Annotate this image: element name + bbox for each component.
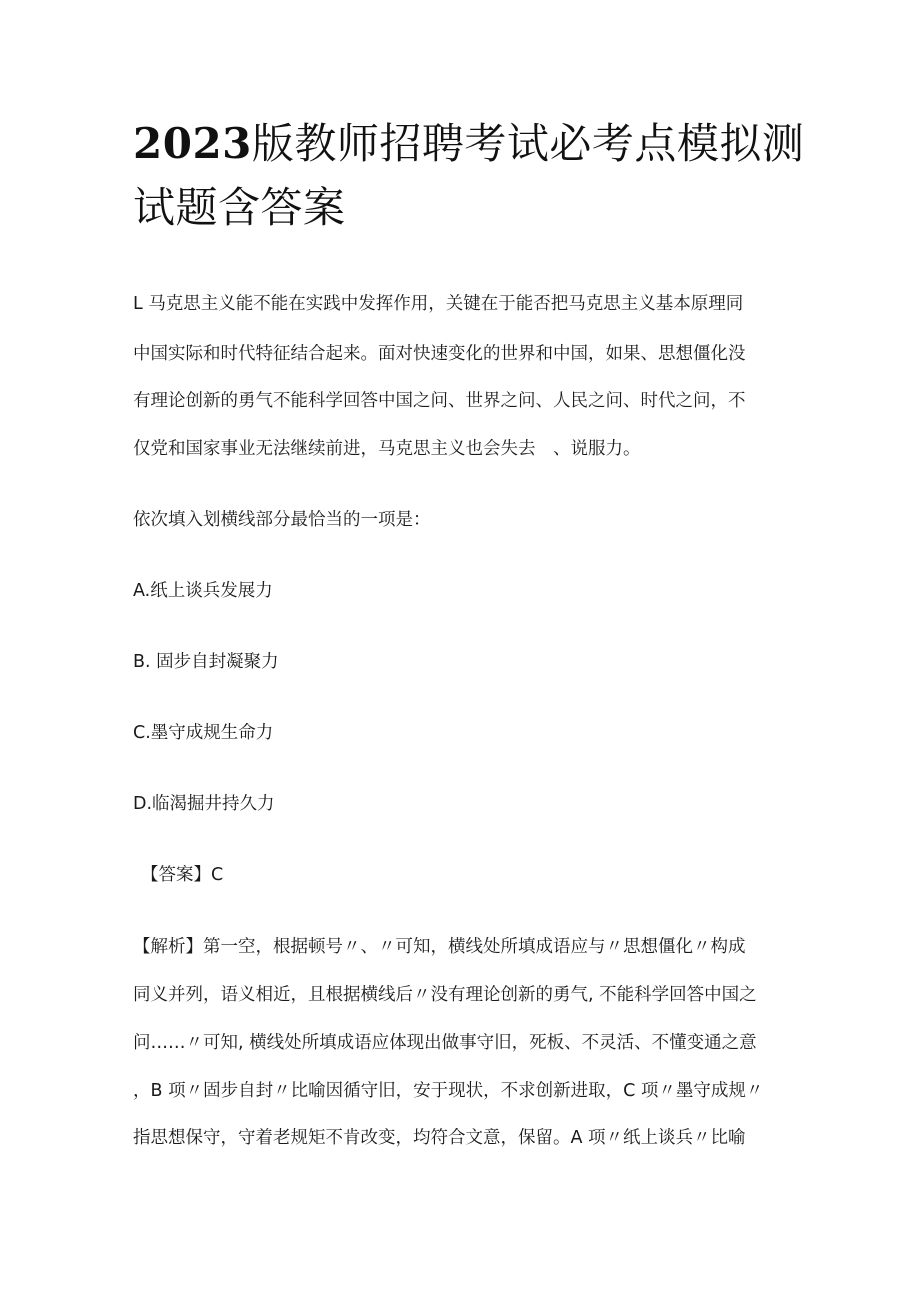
analysis-line-2: 同义并列，语义相近，且根据横线后〃没有理论创新的勇气, 不能科学回答中国之 [133, 985, 757, 1005]
title-line1-text: 版教师招聘考试必考点模拟测 [251, 119, 805, 168]
option-d: D.临渴掘井持久力 [133, 794, 275, 814]
question-line-1: L 马克思主义能不能在实践中发挥作用，关键在于能否把马克思主义基本原理同 [133, 294, 744, 314]
option-c: C.墨守成规生命力 [133, 723, 274, 743]
analysis-line-5: 指思想保守，守着老规矩不肯改变，均符合文意，保留。A 项〃纸上谈兵〃比喻 [133, 1128, 746, 1148]
question-line-3: 有理论创新的勇气不能科学回答中国之问、世界之问、人民之问、时代之问，不 [133, 391, 746, 411]
option-b: B. 固步自封凝聚力 [133, 652, 279, 672]
analysis-line-4: ，B 项〃固步自封〃比喻因循守旧，安于现状，不求创新进取，C 项〃墨守成规〃 [133, 1081, 764, 1101]
question-prompt: 依次填入划横线部分最恰当的一项是： [133, 510, 431, 530]
title-line2-text: 试题含答案 [133, 183, 346, 232]
question-line-4: 仅党和国家事业无法继续前进，马克思主义也会失去 、说服力。 [133, 439, 641, 459]
analysis-line-3: 问……〃可知, 横线处所填成语应体现出做事守旧，死板、不灵活、不懂变通之意 [133, 1033, 757, 1053]
document-title [133, 112, 813, 240]
question-line-2: 中国实际和时代特征结合起来。面对快速变化的世界和中国，如果、思想僵化没 [133, 344, 746, 364]
title-year: 2023 [133, 119, 252, 168]
option-a: A.纸上谈兵发展力 [133, 581, 273, 601]
answer-line: 【答案】C [141, 865, 224, 885]
analysis-line-1: 【解析】第一空，根据顿号〃、〃可知，横线处所填成语应与〃思想僵化〃构成 [133, 937, 746, 957]
